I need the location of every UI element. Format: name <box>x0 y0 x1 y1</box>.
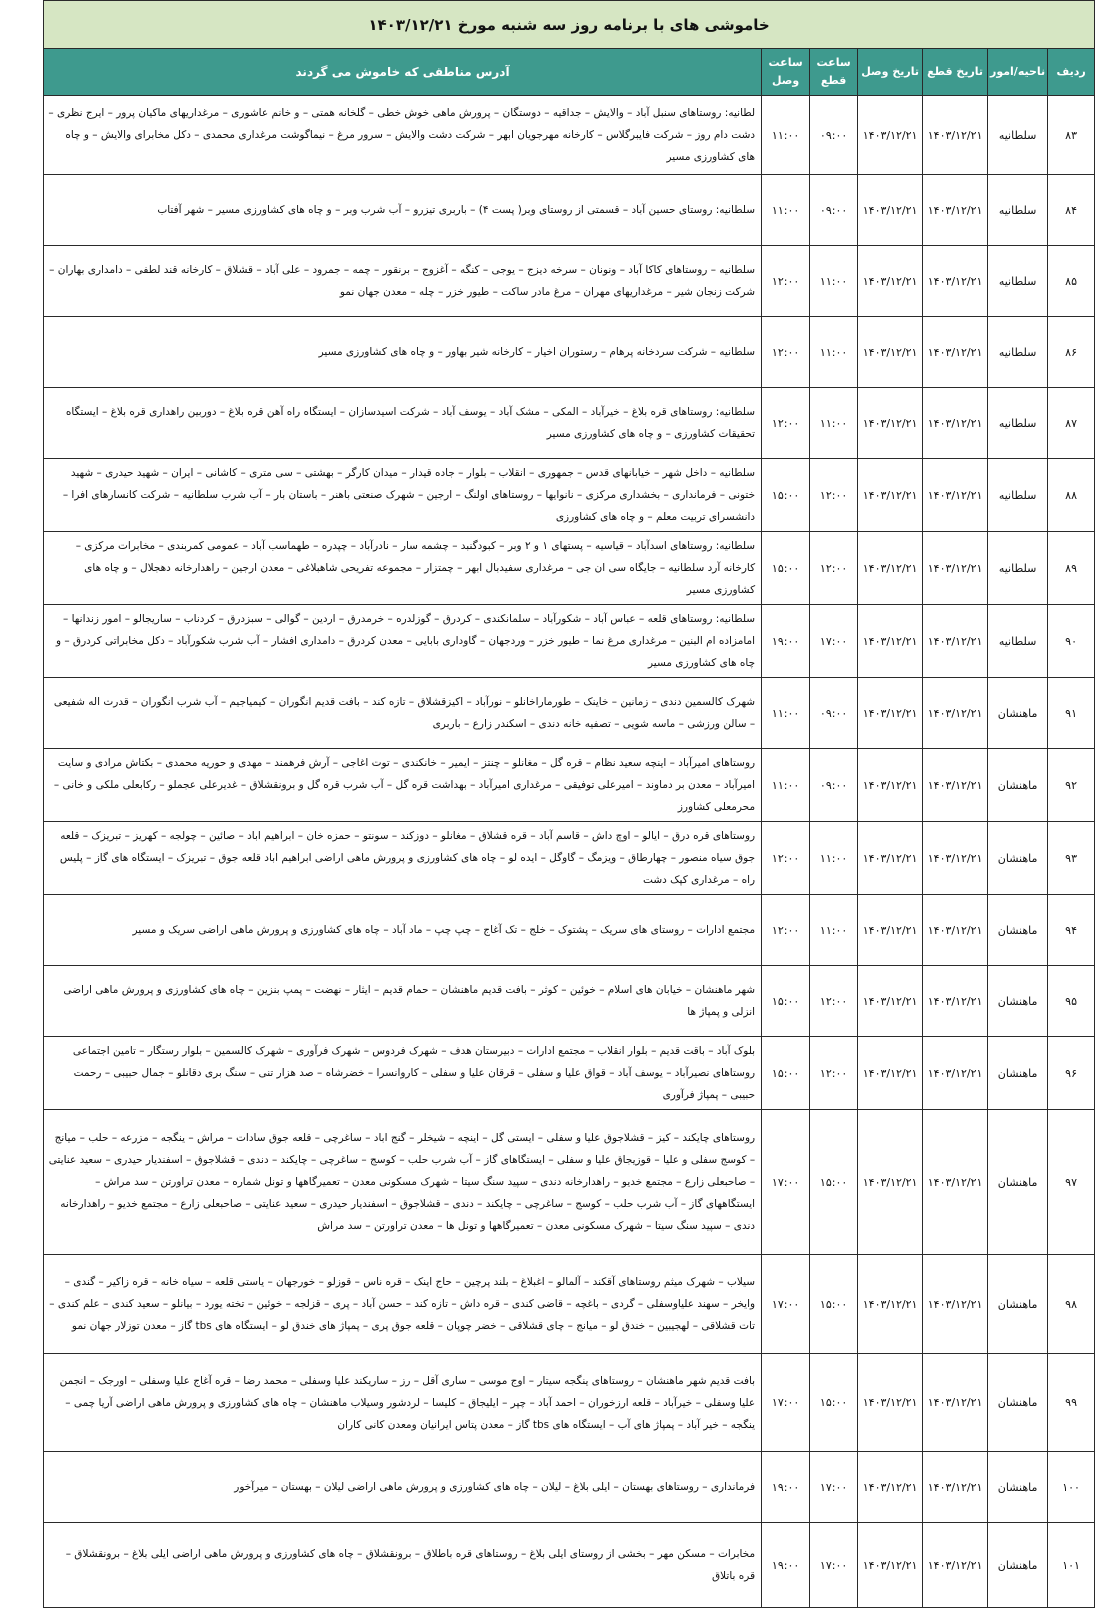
connect-time-cell-text: ۱۷:۰۰ <box>771 1175 800 1189</box>
cut-date-cell <box>923 1110 988 1255</box>
cut-time-cell <box>810 1110 858 1255</box>
connect-time-cell <box>762 459 810 532</box>
connect-time-cell <box>762 895 810 966</box>
cut-date-cell-text: ۱۴۰۳/۱۲/۲۱ <box>927 778 983 792</box>
connect-time-cell-text: ۱۱:۰۰ <box>771 203 800 217</box>
row-number-cell-text: ۹۸ <box>1065 1297 1077 1311</box>
connect-time-cell <box>762 175 810 246</box>
connect-date-cell-text: ۱۴۰۳/۱۲/۲۱ <box>862 274 918 288</box>
connect-date-cell <box>858 175 923 246</box>
table-body <box>44 96 1095 1608</box>
row-number-cell <box>1048 678 1095 749</box>
cut-date-cell <box>923 1255 988 1354</box>
table-row <box>44 175 1095 246</box>
cut-date-cell <box>923 1354 988 1452</box>
connect-time-cell <box>762 96 810 175</box>
cut-date-cell <box>923 532 988 605</box>
cut-time-cell <box>810 605 858 678</box>
cut-time-cell <box>810 246 858 317</box>
row-number-cell <box>1048 966 1095 1037</box>
cut-time-cell <box>810 459 858 532</box>
connect-date-cell-text: ۱۴۰۳/۱۲/۲۱ <box>862 488 918 502</box>
area-cell <box>988 317 1048 388</box>
connect-date-cell-text: ۱۴۰۳/۱۲/۲۱ <box>862 1175 918 1189</box>
table-row <box>44 895 1095 966</box>
row-number-cell-text: ۹۶ <box>1065 1066 1077 1080</box>
connect-date-cell <box>858 1523 923 1608</box>
cut-time-cell-text: ۱۱:۰۰ <box>819 851 848 865</box>
cut-time-cell <box>810 1255 858 1354</box>
row-number-cell-text: ۹۲ <box>1065 778 1077 792</box>
area-cell-text: ماهنشان <box>997 1066 1038 1080</box>
table-row <box>44 1523 1095 1608</box>
cut-time-cell <box>810 1452 858 1523</box>
address-cell <box>44 749 762 822</box>
cut-time-cell <box>810 1523 858 1608</box>
connect-time-cell <box>762 605 810 678</box>
connect-date-cell <box>858 1110 923 1255</box>
row-number-cell <box>1048 749 1095 822</box>
connect-date-cell-text: ۱۴۰۳/۱۲/۲۱ <box>862 1396 918 1409</box>
cut-time-cell-text: ۱۲:۰۰ <box>819 488 848 502</box>
area-cell <box>988 822 1048 895</box>
row-number-cell-text: ۹۵ <box>1065 994 1077 1008</box>
cut-time-cell-text: ۱۷:۰۰ <box>819 634 848 648</box>
row-number-cell-text: ۸۵ <box>1065 274 1077 288</box>
row-number-cell <box>1048 1110 1095 1255</box>
cut-time-cell-text: ۰۹:۰۰ <box>819 778 848 792</box>
table-row <box>44 678 1095 749</box>
connect-time-cell-text: ۱۹:۰۰ <box>771 634 800 648</box>
table-row <box>44 1452 1095 1523</box>
table-row <box>44 96 1095 175</box>
area-cell-text: سلطانیه <box>998 634 1037 648</box>
cut-date-cell-text: ۱۴۰۳/۱۲/۲۱ <box>927 1558 983 1572</box>
area-cell-text: سلطانیه <box>998 274 1037 288</box>
title-row <box>44 1 1095 49</box>
connect-date-cell <box>858 678 923 749</box>
cut-date-cell-text: ۱۴۰۳/۱۲/۲۱ <box>927 634 983 648</box>
cut-date-cell-text: ۱۴۰۳/۱۲/۲۱ <box>927 1396 983 1409</box>
connect-date-cell <box>858 246 923 317</box>
cut-date-cell-text: ۱۴۰۳/۱۲/۲۱ <box>927 1297 983 1311</box>
table-row <box>44 459 1095 532</box>
cut-time-cell <box>810 749 858 822</box>
connect-time-cell <box>762 1354 810 1452</box>
address-cell-text: شهرک کالسمین دندی – زمانین – خاینک – طورماراخانلو – نورآباد – اکیزقشلاق – تازه کند – بافت قدیم انگوران – کیمیاجیم – آب شرب انگوران – قدرت اله شفیعی – سالن ورزشی – ماسه شویی – تصفیه خانه دندی – اسکندر زارع – باربری <box>53 696 756 730</box>
connect-time-cell-text: ۱۱:۰۰ <box>771 128 800 142</box>
cut-date-cell-text: ۱۴۰۳/۱۲/۲۱ <box>927 561 983 575</box>
header-connect-time: ساعت وصل <box>762 49 810 96</box>
connect-date-cell <box>858 895 923 966</box>
cut-date-cell-text: ۱۴۰۳/۱۲/۲۱ <box>927 345 983 359</box>
area-cell-text: سلطانیه <box>998 561 1037 575</box>
table-row <box>44 1255 1095 1354</box>
connect-date-cell <box>858 388 923 459</box>
row-number-cell <box>1048 1452 1095 1523</box>
address-cell-text: سلطانیه – داخل شهر – خیابانهای قدس – جمهوری – انقلاب – بلوار – جاده قیدار – میدان کارگر – بهشتی – سی متری – کاشانی – ایران – شهید حیدری – شهید ختونی – فرمانداری – بخشداری مرکزی – نانوایها – روستاهای اولنگ – ارجین – شهرک صنعتی باهنر – باستان بار – آب شرب سلطانیه – شرکت کانسارهای افرا – دانشسرای تربیت معلم – و چاه های کشاورزی <box>62 467 756 523</box>
address-cell <box>44 317 762 388</box>
cut-time-cell-text: ۱۷:۰۰ <box>819 1558 848 1572</box>
cut-date-cell-text: ۱۴۰۳/۱۲/۲۱ <box>927 706 983 720</box>
address-cell <box>44 1523 762 1608</box>
cut-date-cell <box>923 1452 988 1523</box>
connect-time-cell-text: ۱۲:۰۰ <box>771 345 800 359</box>
row-number-cell <box>1048 1255 1095 1354</box>
cut-time-cell <box>810 966 858 1037</box>
table-row <box>44 388 1095 459</box>
cut-date-cell-text: ۱۴۰۳/۱۲/۲۱ <box>927 851 983 865</box>
cut-time-cell-text: ۱۱:۰۰ <box>819 345 848 359</box>
row-number-cell-text: ۸۳ <box>1065 128 1077 142</box>
table-row <box>44 532 1095 605</box>
cut-time-cell-text: ۰۹:۰۰ <box>819 706 848 720</box>
area-cell <box>988 1255 1048 1354</box>
connect-date-cell <box>858 749 923 822</box>
row-number-cell <box>1048 317 1095 388</box>
area-cell-text: سلطانیه <box>998 203 1037 217</box>
address-cell <box>44 1452 762 1523</box>
row-number-cell-text: ۹۹ <box>1065 1396 1077 1409</box>
connect-date-cell-text: ۱۴۰۳/۱۲/۲۱ <box>862 1480 918 1494</box>
cut-time-cell-text: ۱۷:۰۰ <box>819 1480 848 1494</box>
address-cell-text: بافت قدیم شهر ماهنشان – روستاهای ینگجه سیتار – اوج موسی – ساری آقل – رز – ساریکند علیا وسفلی – محمد رضا – قره آغاج علیا وسفلی – اورجک – انجمن علیا وسفلی – خیرآباد – قلعه ارزخوران – احمد آباد – چپر – ایلیجاق – کلیسا – لردشور وسیلاب ماهنشان – چاه های کشاورزی و پرورش ماهی اراضی آریا چمی – ینگجه – خیر آباد – پمپاژ های آب – ایستگاه های tbs گاز – معدن پتاس ایرانیان ومعدن کانی کاران <box>59 1374 756 1431</box>
row-number-cell-text: ۸۷ <box>1065 416 1077 430</box>
connect-time-cell <box>762 1110 810 1255</box>
connect-date-cell <box>858 1037 923 1110</box>
area-cell <box>988 895 1048 966</box>
cut-date-cell <box>923 749 988 822</box>
area-cell <box>988 1110 1048 1255</box>
area-cell <box>988 966 1048 1037</box>
cut-time-cell <box>810 388 858 459</box>
table-row <box>44 246 1095 317</box>
header-row-number: ردیف <box>1048 49 1095 96</box>
row-number-cell <box>1048 1354 1095 1452</box>
connect-date-cell-text: ۱۴۰۳/۱۲/۲۱ <box>862 203 918 217</box>
address-cell-text: سیلاب – شهرک میثم روستاهای آقکند – آلمالو – اغبلاغ – بلند پرچین – حاج اینک – قره ناس – قوزلو – خورجهان – یاستی قلعه – سیاه خانه – قره زاکیر – گندی – وایخر – سهند علیاوسفلی – گردی – باغچه – قاضی کندی – قره داش – تازه کند – حسن آباد – پری – قزلجه – خوئین – تخته یورد – بیانلو – سعید کندی – علم کندی – تات قشلاقی – لهجیبین – خندق لو – میانج – چای قشلاقی – خضر چوپان – قلعه جوق پری – پمپاژ های خندق لو – ایستگاه های tbs گاز – معدن توزلار جهان نمو <box>49 1276 756 1332</box>
address-cell-text: مجتمع ادارات – روستای های سریک – پشتوک – خلج – تک آغاج – چپ چپ – ماد آباد – چاه های کشاورزی و پرورش ماهی اراضی سریک و مسیر <box>132 924 756 936</box>
connect-date-cell-text: ۱۴۰۳/۱۲/۲۱ <box>862 1066 918 1080</box>
area-cell-text: سلطانیه <box>998 488 1037 502</box>
address-cell <box>44 459 762 532</box>
page-title: خاموشی های با برنامه روز سه شنبه مورخ ۱۴۰۳/۱۲/۲۱ <box>44 1 1095 49</box>
area-cell <box>988 749 1048 822</box>
cut-date-cell-text: ۱۴۰۳/۱۲/۲۱ <box>927 416 983 430</box>
area-cell <box>988 175 1048 246</box>
area-cell-text: ماهنشان <box>997 1558 1038 1572</box>
connect-time-cell-text: ۱۵:۰۰ <box>771 488 800 502</box>
connect-time-cell-text: ۱۵:۰۰ <box>771 994 800 1008</box>
row-number-cell-text: ۱۰۰ <box>1062 1480 1080 1494</box>
cut-date-cell-text: ۱۴۰۳/۱۲/۲۱ <box>927 274 983 288</box>
cut-time-cell <box>810 175 858 246</box>
cut-date-cell <box>923 96 988 175</box>
cut-date-cell <box>923 678 988 749</box>
header-cut-time: ساعت قطع <box>810 49 858 96</box>
cut-time-cell <box>810 532 858 605</box>
connect-time-cell-text: ۱۱:۰۰ <box>771 778 800 792</box>
address-cell <box>44 1037 762 1110</box>
connect-date-cell-text: ۱۴۰۳/۱۲/۲۱ <box>862 994 918 1008</box>
connect-time-cell <box>762 388 810 459</box>
area-cell-text: ماهنشان <box>997 1297 1038 1311</box>
header-row <box>44 49 1095 96</box>
cut-date-cell <box>923 895 988 966</box>
cut-date-cell <box>923 317 988 388</box>
area-cell-text: سلطانیه <box>998 128 1037 142</box>
cut-date-cell <box>923 1037 988 1110</box>
address-cell-text: شهر ماهنشان – خیابان های اسلام – خوئین – کوثر – بافت قدیم ماهنشان – حمام قدیم – ایثار – نهضت – پمپ بنزین – چاه های کشاورزی و پرورش ماهی اراضی انزلی و پمپاژ ها <box>63 984 756 1018</box>
cut-date-cell <box>923 388 988 459</box>
cut-date-cell <box>923 459 988 532</box>
cut-time-cell-text: ۰۹:۰۰ <box>819 128 848 142</box>
connect-time-cell <box>762 246 810 317</box>
connect-date-cell-text: ۱۴۰۳/۱۲/۲۱ <box>862 706 918 720</box>
connect-time-cell-text: ۱۵:۰۰ <box>771 561 800 575</box>
connect-date-cell-text: ۱۴۰۳/۱۲/۲۱ <box>862 416 918 430</box>
connect-date-cell-text: ۱۴۰۳/۱۲/۲۱ <box>862 345 918 359</box>
table-row <box>44 822 1095 895</box>
cut-date-cell <box>923 605 988 678</box>
address-cell <box>44 895 762 966</box>
connect-time-cell <box>762 822 810 895</box>
address-cell-text: روستاهای چایکند – کیز – قشلاجوق علیا و سفلی – ایستی گل – اینچه – شیخلر – گنج اباد – ساغرچی – قلعه جوق سادات – مراش – ینگجه – مزرعه – حلب – میانج – کوسج سفلی و علیا – قوزیجاق علیا و سفلی – ایستگاهای گاز – آب شرب حلب – کوسج – ساغرچی – چایکند – دندی – قشلاجوق – اسفندیار حیدری – سعید عنایتی – صاحبعلی زارع – مجتمع خدیو – راهدارخانه دندی – سپید سنگ سیتا – شهرک مسکونی معدن – تعمیرگاهها و تونل شماره – معدن تراورتن – سد مراش – ایستگاههای گاز – آب شرب حلب – کوسج – ساغرچی – چایکند – دندی – قشلاجوق – اسفندیار حیدری – سعید عنایتی – صاحبعلی زارع – مجتمع خدیو – راهدارخانه دندی – سپید سنگ سیتا – شهرک مسکونی معدن – تعمیرگاهها و تونل ها – معدن تراورتن – سد مراش <box>48 1132 756 1232</box>
area-cell <box>988 532 1048 605</box>
address-cell <box>44 605 762 678</box>
cut-date-cell <box>923 1523 988 1608</box>
area-cell <box>988 678 1048 749</box>
cut-date-cell <box>923 822 988 895</box>
cut-time-cell-text: ۱۱:۰۰ <box>819 923 848 937</box>
table-row <box>44 966 1095 1037</box>
connect-time-cell-text: ۱۲:۰۰ <box>771 274 800 288</box>
connect-date-cell-text: ۱۴۰۳/۱۲/۲۱ <box>862 851 918 865</box>
row-number-cell <box>1048 1523 1095 1608</box>
connect-time-cell-text: ۱۲:۰۰ <box>771 851 800 865</box>
address-cell <box>44 246 762 317</box>
cut-date-cell-text: ۱۴۰۳/۱۲/۲۱ <box>927 923 983 937</box>
connect-date-cell <box>858 317 923 388</box>
header-connect-date: تاریخ وصل <box>858 49 923 96</box>
connect-date-cell-text: ۱۴۰۳/۱۲/۲۱ <box>862 561 918 575</box>
address-cell <box>44 1110 762 1255</box>
address-cell <box>44 532 762 605</box>
row-number-cell <box>1048 1037 1095 1110</box>
connect-date-cell <box>858 1354 923 1452</box>
address-cell-text: سلطانیه: روستاهای قره بلاغ – خیرآباد – المکی – مشک آباد – یوسف آباد – شرکت اسیدسازان – ایستگاه راه آهن قره بلاغ – دوربین راهداری قره بلاغ – ایستگاه تحقیقات کشاورزی – و چاه های کشاورزی مسیر <box>65 406 756 440</box>
area-cell <box>988 1354 1048 1452</box>
address-cell <box>44 1255 762 1354</box>
cut-date-cell <box>923 966 988 1037</box>
address-cell <box>44 1354 762 1452</box>
row-number-cell-text: ۹۰ <box>1065 634 1077 648</box>
area-cell-text: سلطانیه <box>998 345 1037 359</box>
connect-date-cell-text: ۱۴۰۳/۱۲/۲۱ <box>862 1297 918 1311</box>
connect-date-cell-text: ۱۴۰۳/۱۲/۲۱ <box>862 1558 918 1572</box>
outage-table <box>43 0 1095 1608</box>
cut-time-cell-text: ۱۱:۰۰ <box>819 274 848 288</box>
address-cell-text: مخابرات – مسکن مهر – بخشی از روستای ایلی بلاغ – روستاهای قره باطلاق – برونقشلاق – چاه های کشاورزی و پرورش ماهی اراضی ایلی بلاغ – برونقشلاق – قره باتلاق <box>65 1548 756 1582</box>
address-cell-text: بلوک آباد – باقت قدیم – بلوار انقلاب – مجتمع ادارات – دبیرستان هدف – شهرک فردوس – شهرک فرآوری – شهرک کالسمین – بلوار رستگار – تامین اجتماعی روستاهای نصیرآباد – یوسف آباد – قواق علیا و سفلی – قرقان علیا و سفلی – کاروانسرا – خضرشاه – صد هزار تنی – سنگ بری دقانلو – جمال حبیبی – رحمت حبیبی – پمپاژ فرآوری <box>72 1045 756 1101</box>
address-cell-text: سلطانیه – روستاهای کاکا آباد – ونونان – سرخه دیزج – یوجی – کنگه – آغزوج – برنقور – چمه – جمرود – علی آباد – قشلاق – کارخانه قند لطفی – دامداری بهاران – شرکت زنجان شیر – مرغداریهای مهران – مرغ مادر ساکت – طیور خزر – چله – معدن جهان نمو <box>49 264 756 298</box>
area-cell-text: ماهنشان <box>997 778 1038 792</box>
cut-date-cell-text: ۱۴۰۳/۱۲/۲۱ <box>927 203 983 217</box>
connect-date-cell <box>858 532 923 605</box>
address-cell-text: روستاهای امیرآباد – اینچه سعید نظام – قره گل – مغانلو – چنتز – ایمیر – خانکندی – توت اغاجی – آرش فرهمند – مهدی و حوریه محمدی – بکتاش مرادی و سایت امیرآباد – معدن بر دماوند – امیرعلی توفیقی – مرغداری امیرآباد – بهداشت قره گل – آب شرب قره گل و برونقشلاق – غدیرعلی عجملو – رکابعلی ملکی و خانی – محرمعلی کشاورز <box>53 757 756 813</box>
connect-time-cell-text: ۱۹:۰۰ <box>771 1558 800 1572</box>
row-number-cell-text: ۸۴ <box>1065 203 1077 217</box>
connect-time-cell-text: ۱۵:۰۰ <box>771 1066 800 1080</box>
connect-date-cell <box>858 605 923 678</box>
area-cell <box>988 459 1048 532</box>
area-cell <box>988 246 1048 317</box>
row-number-cell <box>1048 175 1095 246</box>
header-address: آدرس مناطقی که خاموش می گردند <box>44 49 762 96</box>
row-number-cell <box>1048 459 1095 532</box>
connect-date-cell <box>858 1452 923 1523</box>
row-number-cell <box>1048 246 1095 317</box>
connect-time-cell-text: ۱۷:۰۰ <box>771 1396 800 1409</box>
address-cell-text: سلطانیه: روستای حسین آباد – قسمتی از روستای وبر( پست ۴) – باربری تیزرو – آب شرب وبر – و چاه های کشاورزی مسیر – شهر آفتاب <box>157 204 756 216</box>
area-cell <box>988 1523 1048 1608</box>
area-cell-text: ماهنشان <box>997 1480 1038 1494</box>
address-cell <box>44 966 762 1037</box>
connect-time-cell <box>762 966 810 1037</box>
address-cell <box>44 175 762 246</box>
header-cut-date: تاریخ قطع <box>923 49 988 96</box>
address-cell-text: لطانیه: روستاهای سنبل آباد – والایش – جداقیه – دوستگان – پرورش ماهی خوش خطی – گلخانه همتی – و خانم عاشوری – مرغداریهای ماکیان پرور – ایرج نظری – دشت دام روز – شرکت فایبرگلاس – کارخانه مهرجویان ابهر – شرکت دشت والایش – سرور مرغ – نیماگوشت مرغداری محمدی – دکل مخابرای والایش – و چاه های کشاورزی مسیر <box>48 107 756 163</box>
cut-time-cell-text: ۰۹:۰۰ <box>819 203 848 217</box>
connect-time-cell-text: ۱۲:۰۰ <box>771 923 800 937</box>
cut-time-cell-text: ۱۵:۰۰ <box>819 1396 848 1409</box>
connect-date-cell <box>858 459 923 532</box>
address-cell <box>44 822 762 895</box>
cut-time-cell-text: ۱۵:۰۰ <box>819 1297 848 1311</box>
row-number-cell-text: ۸۹ <box>1065 561 1077 575</box>
cut-time-cell <box>810 96 858 175</box>
row-number-cell <box>1048 822 1095 895</box>
area-cell-text: سلطانیه <box>998 416 1037 430</box>
table-row <box>44 1037 1095 1110</box>
address-cell-text: روستاهای قره درق – ایالو – اوچ داش – قاسم آباد – قره قشلاق – مغانلو – دوزکند – سونتو – حمزه خان – ابراهیم اباد – صائین – چولجه – کهریز – تبریزک – قلعه جوق سیاه منصور – چهارطاق – ویزمگ – گاوگل – ایده لو – چاه های کشاورزی و پرورش ماهی اراضی ابراهیم اباد قلعه جوق – تبریزک – ایستگاه های گاز – پلیس راه – مرغداری کپک دشت <box>59 830 756 886</box>
address-cell-text: سلطانیه – شرکت سردخانه پرهام – رستوران اخیار – کارخانه شیر بهاور – و چاه های کشاورزی مسیر <box>318 346 756 358</box>
connect-time-cell-text: ۱۷:۰۰ <box>771 1297 800 1311</box>
connect-time-cell <box>762 1037 810 1110</box>
row-number-cell-text: ۹۳ <box>1065 851 1077 865</box>
row-number-cell-text: ۹۱ <box>1065 706 1077 720</box>
connect-time-cell-text: ۱۱:۰۰ <box>771 706 800 720</box>
cut-time-cell <box>810 1037 858 1110</box>
cut-date-cell <box>923 246 988 317</box>
area-cell <box>988 388 1048 459</box>
area-cell <box>988 96 1048 175</box>
cut-time-cell-text: ۱۲:۰۰ <box>819 1066 848 1080</box>
area-cell <box>988 605 1048 678</box>
connect-time-cell <box>762 749 810 822</box>
address-cell-text: سلطانیه: روستاهای قلعه – عباس آباد – شکورآباد – سلمانکندی – کردرق – گوزلدره – خرمدرق – اردین – گوالی – سبزدرق – کردناب – ساریجالو – امور زندانها – امامزاده ام البنین – مرغداری مرغ نما – طیور خزر – وردجهان – گاوداری بابایی – معدن کردرق – دامداری افشار – آب شرب شکورآباد – دکل مخابراتی کردرق – و چاه های کشاورزی مسیر <box>55 613 756 669</box>
area-cell-text: ماهنشان <box>997 994 1038 1008</box>
address-cell-text: سلطانیه: روستاهای اسدآباد – قیاسیه – پستهای ۱ و ۲ وبر – کبودگنبد – چشمه سار – نادرآباد – چپدره – طهماسب آباد – عمومی کمربندی – مخابرات مرکزی – کارخانه آرد سلطانیه – جایگاه سی ان جی – مرغداری سفیدبال ابهر – چمتزار – مجموعه تفریحی شاهبلاغی – معدن ارجین – راهدارخانه دهجلال – و چاه های کشاورزی مسیر <box>75 540 756 596</box>
area-cell-text: ماهنشان <box>997 706 1038 720</box>
cut-time-cell-text: ۱۲:۰۰ <box>819 561 848 575</box>
row-number-cell-text: ۸۶ <box>1065 345 1077 359</box>
area-cell-text: ماهنشان <box>997 1396 1038 1409</box>
cut-time-cell <box>810 1354 858 1452</box>
area-cell <box>988 1037 1048 1110</box>
address-cell <box>44 678 762 749</box>
row-number-cell <box>1048 895 1095 966</box>
cut-time-cell <box>810 678 858 749</box>
connect-time-cell <box>762 532 810 605</box>
connect-time-cell <box>762 1523 810 1608</box>
row-number-cell <box>1048 96 1095 175</box>
connect-time-cell-text: ۱۲:۰۰ <box>771 416 800 430</box>
row-number-cell-text: ۹۴ <box>1065 923 1077 937</box>
connect-date-cell-text: ۱۴۰۳/۱۲/۲۱ <box>862 923 918 937</box>
cut-time-cell-text: ۱۵:۰۰ <box>819 1175 848 1189</box>
connect-date-cell-text: ۱۴۰۳/۱۲/۲۱ <box>862 634 918 648</box>
cut-date-cell-text: ۱۴۰۳/۱۲/۲۱ <box>927 128 983 142</box>
address-cell <box>44 388 762 459</box>
header-area: ناحیه/امور <box>988 49 1048 96</box>
row-number-cell-text: ۹۷ <box>1065 1175 1077 1189</box>
cut-time-cell <box>810 317 858 388</box>
cut-date-cell-text: ۱۴۰۳/۱۲/۲۱ <box>927 1066 983 1080</box>
table-row <box>44 605 1095 678</box>
connect-date-cell-text: ۱۴۰۳/۱۲/۲۱ <box>862 128 918 142</box>
cut-time-cell-text: ۱۲:۰۰ <box>819 994 848 1008</box>
address-cell-text: فرمانداری – روستاهای بهستان – ایلی بلاغ – لیلان – چاه های کشاورزی و پرورش ماهی اراضی لیلان – بهستان – میرآخور <box>234 1481 756 1493</box>
row-number-cell <box>1048 388 1095 459</box>
connect-date-cell <box>858 1255 923 1354</box>
cut-time-cell <box>810 895 858 966</box>
connect-date-cell <box>858 966 923 1037</box>
connect-time-cell <box>762 317 810 388</box>
cut-date-cell-text: ۱۴۰۳/۱۲/۲۱ <box>927 1480 983 1494</box>
row-number-cell-text: ۸۸ <box>1065 488 1077 502</box>
area-cell-text: ماهنشان <box>997 851 1038 865</box>
table-row <box>44 1110 1095 1255</box>
connect-time-cell <box>762 678 810 749</box>
connect-time-cell <box>762 1255 810 1354</box>
cut-date-cell-text: ۱۴۰۳/۱۲/۲۱ <box>927 1175 983 1189</box>
row-number-cell <box>1048 605 1095 678</box>
cut-date-cell-text: ۱۴۰۳/۱۲/۲۱ <box>927 488 983 502</box>
table-row <box>44 749 1095 822</box>
cut-date-cell-text: ۱۴۰۳/۱۲/۲۱ <box>927 994 983 1008</box>
connect-time-cell <box>762 1452 810 1523</box>
address-cell <box>44 96 762 175</box>
cut-time-cell <box>810 822 858 895</box>
row-number-cell <box>1048 532 1095 605</box>
cut-time-cell-text: ۱۱:۰۰ <box>819 416 848 430</box>
area-cell-text: ماهنشان <box>997 1175 1038 1189</box>
area-cell <box>988 1452 1048 1523</box>
connect-time-cell-text: ۱۹:۰۰ <box>771 1480 800 1494</box>
connect-date-cell <box>858 96 923 175</box>
cut-date-cell <box>923 175 988 246</box>
row-number-cell-text: ۱۰۱ <box>1062 1558 1080 1572</box>
table-row <box>44 317 1095 388</box>
connect-date-cell <box>858 822 923 895</box>
area-cell-text: ماهنشان <box>997 923 1038 937</box>
connect-date-cell-text: ۱۴۰۳/۱۲/۲۱ <box>862 778 918 792</box>
table-row <box>44 1354 1095 1452</box>
